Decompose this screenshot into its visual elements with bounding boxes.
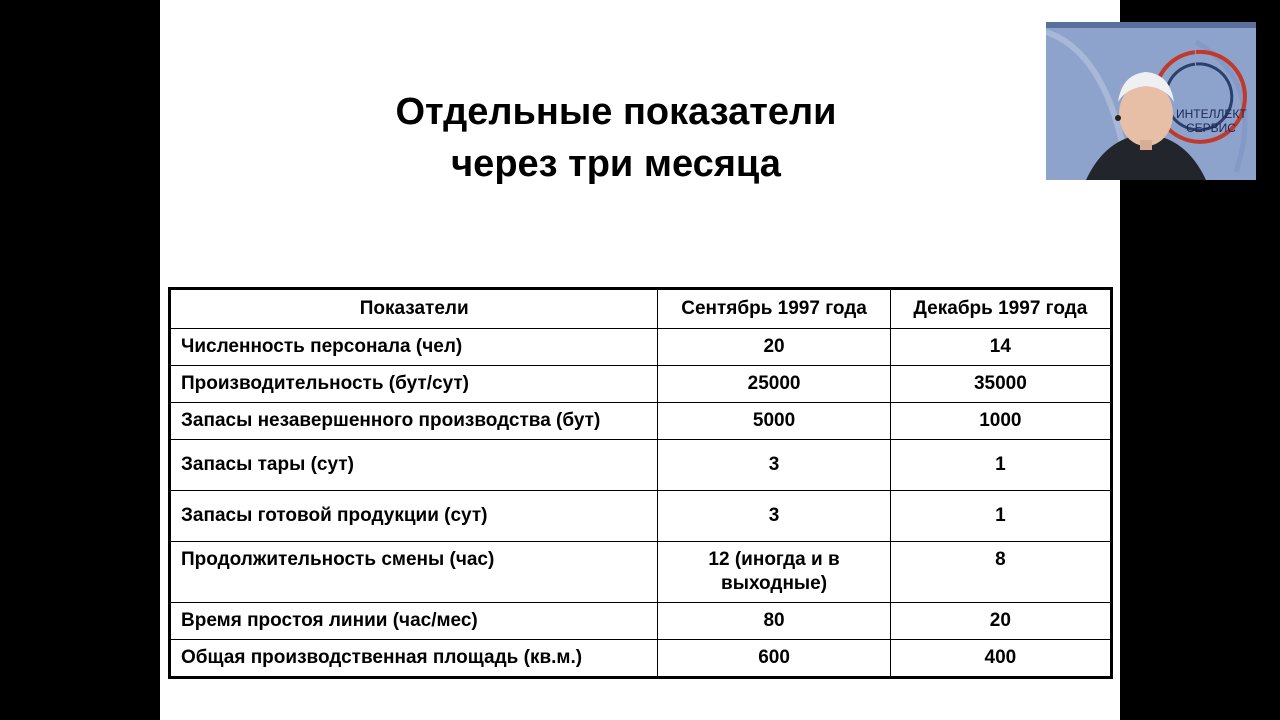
logo-text-line-1: ИНТЕЛЛЕКТ [1176,107,1247,121]
december-value: 20 [890,603,1111,640]
logo-text-line-2: СЕРВИС [1186,121,1236,135]
table-row [170,329,1112,366]
webcam-overlay [1046,22,1256,180]
row-label: Численность персонала (чел) [170,329,658,366]
table-row [170,403,1112,440]
september-value: 3 [658,491,890,542]
indicators-table [168,287,1113,679]
december-value: 400 [890,640,1111,678]
slide-title-line-2: через три месяца [451,143,781,185]
row-label: Время простоя линии (час/мес) [170,603,658,640]
row-label: Продолжительность смены (час) [170,542,658,603]
header-indicators: Показатели [170,289,658,329]
september-value: 80 [658,603,890,640]
december-value: 1 [890,440,1111,491]
september-value: 5000 [658,403,890,440]
december-value: 1 [890,491,1111,542]
row-label: Производительность (бут/сут) [170,366,658,403]
row-label: Запасы готовой продукции (сут) [170,491,658,542]
september-value: 20 [658,329,890,366]
table-header-row [170,289,1112,329]
header-december-1997: Декабрь 1997 года [890,289,1111,329]
december-value: 14 [890,329,1111,366]
september-value: 3 [658,440,890,491]
header-september-1997: Сентябрь 1997 года [658,289,890,329]
september-value: 12 (иногда и в выходные) [658,542,890,603]
table-row [170,366,1112,403]
slide-title [160,86,1072,190]
presentation-slide [160,0,1120,720]
table-row [170,542,1112,603]
table-row [170,440,1112,491]
september-value: 600 [658,640,890,678]
table-row [170,491,1112,542]
row-label: Запасы тары (сут) [170,440,658,491]
table-row [170,603,1112,640]
december-value: 1000 [890,403,1111,440]
row-label: Общая производственная площадь (кв.м.) [170,640,658,678]
row-label: Запасы незавершенного производства (бут) [170,403,658,440]
slide-title-line-1: Отдельные показатели [395,91,837,133]
december-value: 8 [890,542,1111,603]
december-value: 35000 [890,366,1111,403]
table-row [170,640,1112,678]
webcam-video-frame [1046,22,1256,180]
september-value: 25000 [658,366,890,403]
